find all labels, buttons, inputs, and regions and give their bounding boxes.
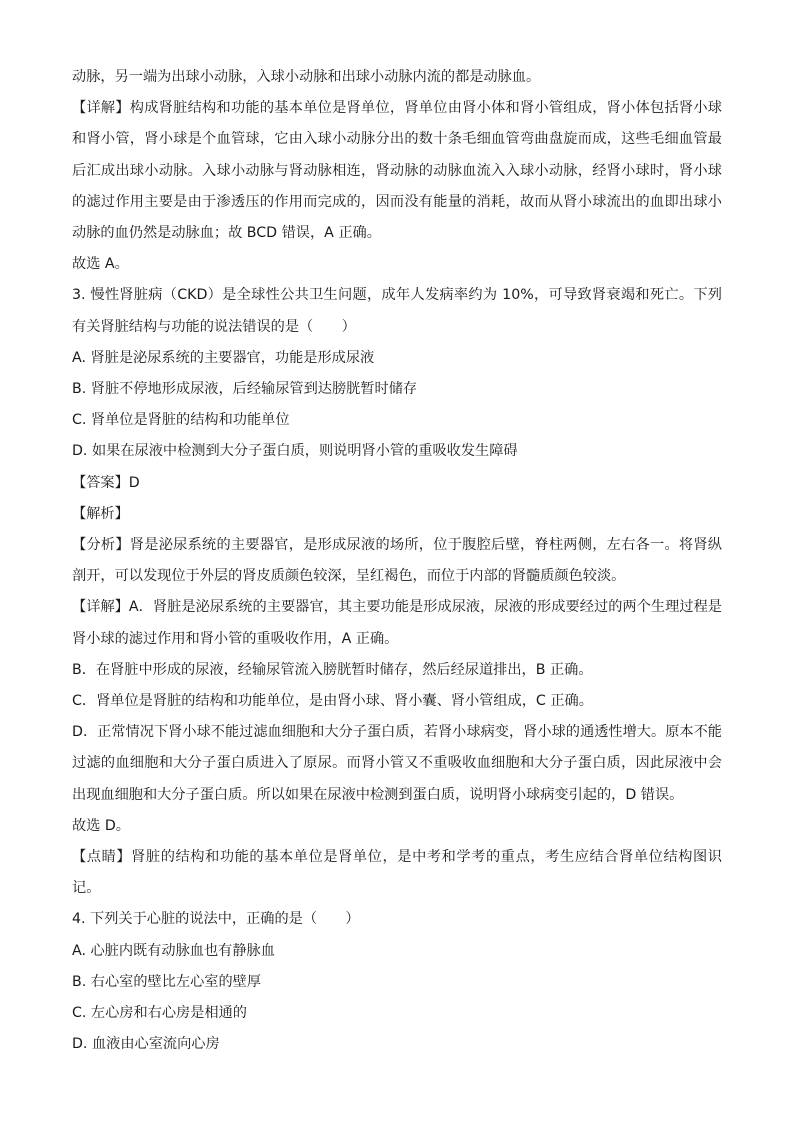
question-3-stem: 3. 慢性肾脏病（CKD）是全球性公共卫生问题，成年人发病率约为 10%，可导致肾衰竭和死亡。下列有关肾脏结构与功能的说法错误的是（ ） xyxy=(72,287,722,335)
question-4-option-d: D. 血液由心室流向心房 xyxy=(72,1036,220,1053)
question-3-detail-b: B．在肾脏中形成的尿液，经输尿管流入膀胱暂时储存，然后经尿道排出，B 正确。 xyxy=(72,661,593,678)
question-3-analysis-heading: 【解析】 xyxy=(72,505,129,522)
answer-choice-q2: 故选 A。 xyxy=(72,256,129,273)
question-3-answer: 【答案】D xyxy=(72,474,140,491)
question-3-detail-c: C．肾单位是肾脏的结构和功能单位，是由肾小球、肾小囊、肾小管组成，C 正确。 xyxy=(72,693,593,710)
question-3-key-point: 【点睛】肾脏的结构和功能的基本单位是肾单位，是中考和学考的重点，考生应结合肾单位结构图识记。 xyxy=(72,849,722,897)
question-3-analysis: 【分析】肾是泌尿系统的主要器官，是形成尿液的场所，位于腹腔后壁，脊柱两侧，左右各一。将肾纵剖开，可以发现位于外层的肾皮质颜色较深，呈红褐色，而位于内部的肾髓质颜色较淡。 xyxy=(72,537,722,585)
detailed-explanation-q2: 【详解】构成肾脏结构和功能的基本单位是肾单位，肾单位由肾小体和肾小管组成，肾小体包括肾小球和肾小管，肾小球是个血管球，它由入球小动脉分出的数十条毛细血管弯曲盘旋而成，这些毛细血管最后汇成出球小动脉。入球小动脉与肾动脉相连，肾动脉的动脉血流入入球小动脉，经肾小球时，肾小球的滤过作用主要是由于渗透压的作用而完成的，因而没有能量的消耗，故而从肾小球流出的血即出球小动脉的血仍然是动脉血；故 BCD 错误，A 正确。 xyxy=(72,100,722,242)
question-3-option-c: C. 肾单位是肾脏的结构和功能单位 xyxy=(72,412,290,429)
question-4-stem: 4. 下列关于心脏的说法中，正确的是（ ） xyxy=(72,911,360,928)
question-3-detail-a: 【详解】A．肾脏是泌尿系统的主要器官，其主要功能是形成尿液，尿液的形成要经过的两个生理过程是肾小球的滤过作用和肾小管的重吸收作用，A 正确。 xyxy=(72,599,722,647)
question-4-option-c: C. 左心房和右心房是相通的 xyxy=(72,1005,247,1022)
question-3-detail-d: D．正常情况下肾小球不能过滤血细胞和大分子蛋白质，若肾小球病变，肾小球的通透性增大。原本不能过滤的血细胞和大分子蛋白质进入了原尿。而肾小管又不重吸收血细胞和大分子蛋白质，因此尿液中会出现血细胞和大分子蛋白质。所以如果在尿液中检测到蛋白质，说明肾小球病变引起的，D 错误。 xyxy=(72,724,722,803)
question-3-option-a: A. 肾脏是泌尿系统的主要器官，功能是形成尿液 xyxy=(72,349,375,366)
question-3-option-b: B. 肾脏不停地形成尿液，后经输尿管到达膀胱暂时储存 xyxy=(72,381,418,398)
question-3-answer-choice: 故选 D。 xyxy=(72,817,130,834)
question-4-option-a: A. 心脏内既有动脉血也有静脉血 xyxy=(72,942,275,959)
question-4-option-b: B. 右心室的壁比左心室的壁厚 xyxy=(72,973,262,990)
question-3-option-d: D. 如果在尿液中检测到大分子蛋白质，则说明肾小管的重吸收发生障碍 xyxy=(72,443,518,460)
document-page xyxy=(72,62,722,1061)
answer-explanation-continuation: 动脉，另一端为出球小动脉，入球小动脉和出球小动脉内流的都是动脉血。 xyxy=(72,69,541,85)
